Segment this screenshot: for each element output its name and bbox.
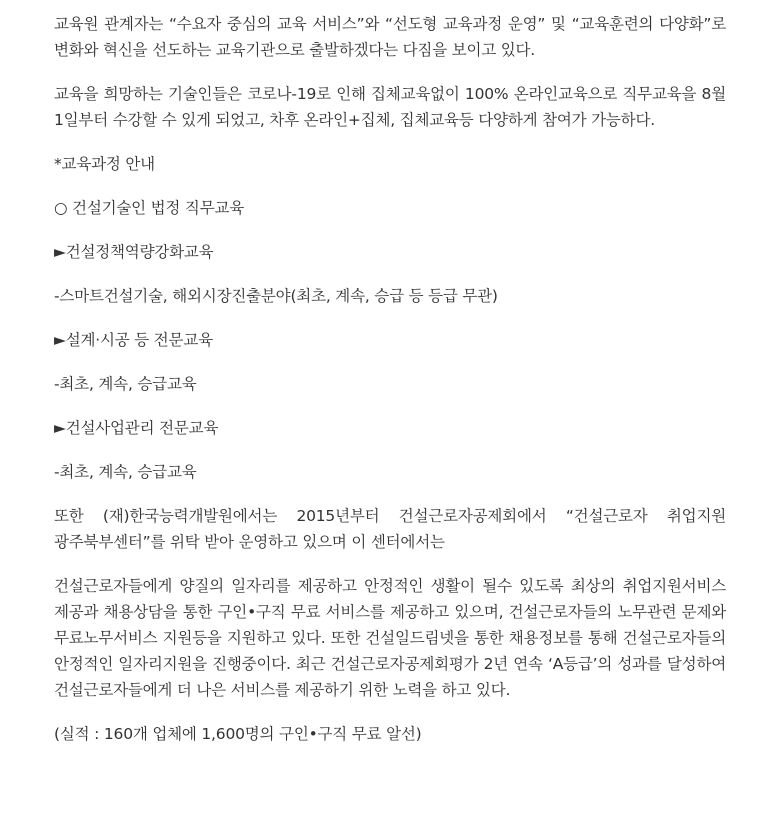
paragraph-performance: (실적 : 160개 업체에 1,600명의 구인•구직 무료 알선)	[54, 725, 422, 743]
article-body	[54, 11, 726, 765]
course-design-construction-detail: -최초, 계속, 승급교육	[54, 375, 197, 393]
course-guide-heading: *교육과정 안내	[54, 155, 155, 173]
paragraph-worker-services: 건설근로자들에게 양질의 일자리를 제공하고 안정적인 생활이 될수 있도록 최상의 취업지원서비스 제공과 채용상담을 통한 구인•구직 무료 서비스를 제공하고 있으며, 건설근로자들의 노무관련 문제와 무료노무서비스 지원등을 지원하고 있다. 또한 건설일드림넷을 통한 채용정보를 통해 건설근로자들의 안정적인 일자리지원을 진행중이다. 최근 건설근로자공제회평가 2년 연속 ‘A등급’의 성과를 달성하여 건설근로자들에게 더 나은 서비스를 제공하기 위한 노력을 하고 있다.	[54, 577, 726, 699]
course-design-construction: ►설계·시공 등 전문교육	[54, 331, 213, 349]
course-construction-management: ►건설사업관리 전문교육	[54, 419, 219, 437]
course-legal-training: ○ 건설기술인 법정 직무교육	[54, 199, 245, 217]
course-construction-management-detail: -최초, 계속, 승급교육	[54, 463, 197, 481]
course-policy-capacity: ►건설정책역량강화교육	[54, 243, 214, 261]
paragraph-online-education: 교육을 희망하는 기술인들은 코로나-19로 인해 집체교육없이 100% 온라인교육으로 직무교육을 8월 1일부터 수강할 수 있게 되었고, 차후 온라인+집체, 집체교육등 다양하게 참여가 가능하다.	[54, 85, 726, 129]
course-policy-capacity-detail: -스마트건설기술, 해외시장진출분야(최초, 계속, 승급 등 등급 무관)	[54, 287, 498, 305]
paragraph-employment-center: 또한 (재)한국능력개발원에서는 2015년부터 건설근로자공제회에서 “건설근로자 취업지원 광주북부센터”를 위탁 받아 운영하고 있으며 이 센터에서는	[54, 507, 726, 551]
paragraph-intro: 교육원 관계자는 “수요자 중심의 교육 서비스”와 “선도형 교육과정 운영” 및 “교육훈련의 다양화”로 변화와 혁신을 선도하는 교육기관으로 출발하겠다는 다짐을 보이고 있다.	[54, 15, 726, 59]
